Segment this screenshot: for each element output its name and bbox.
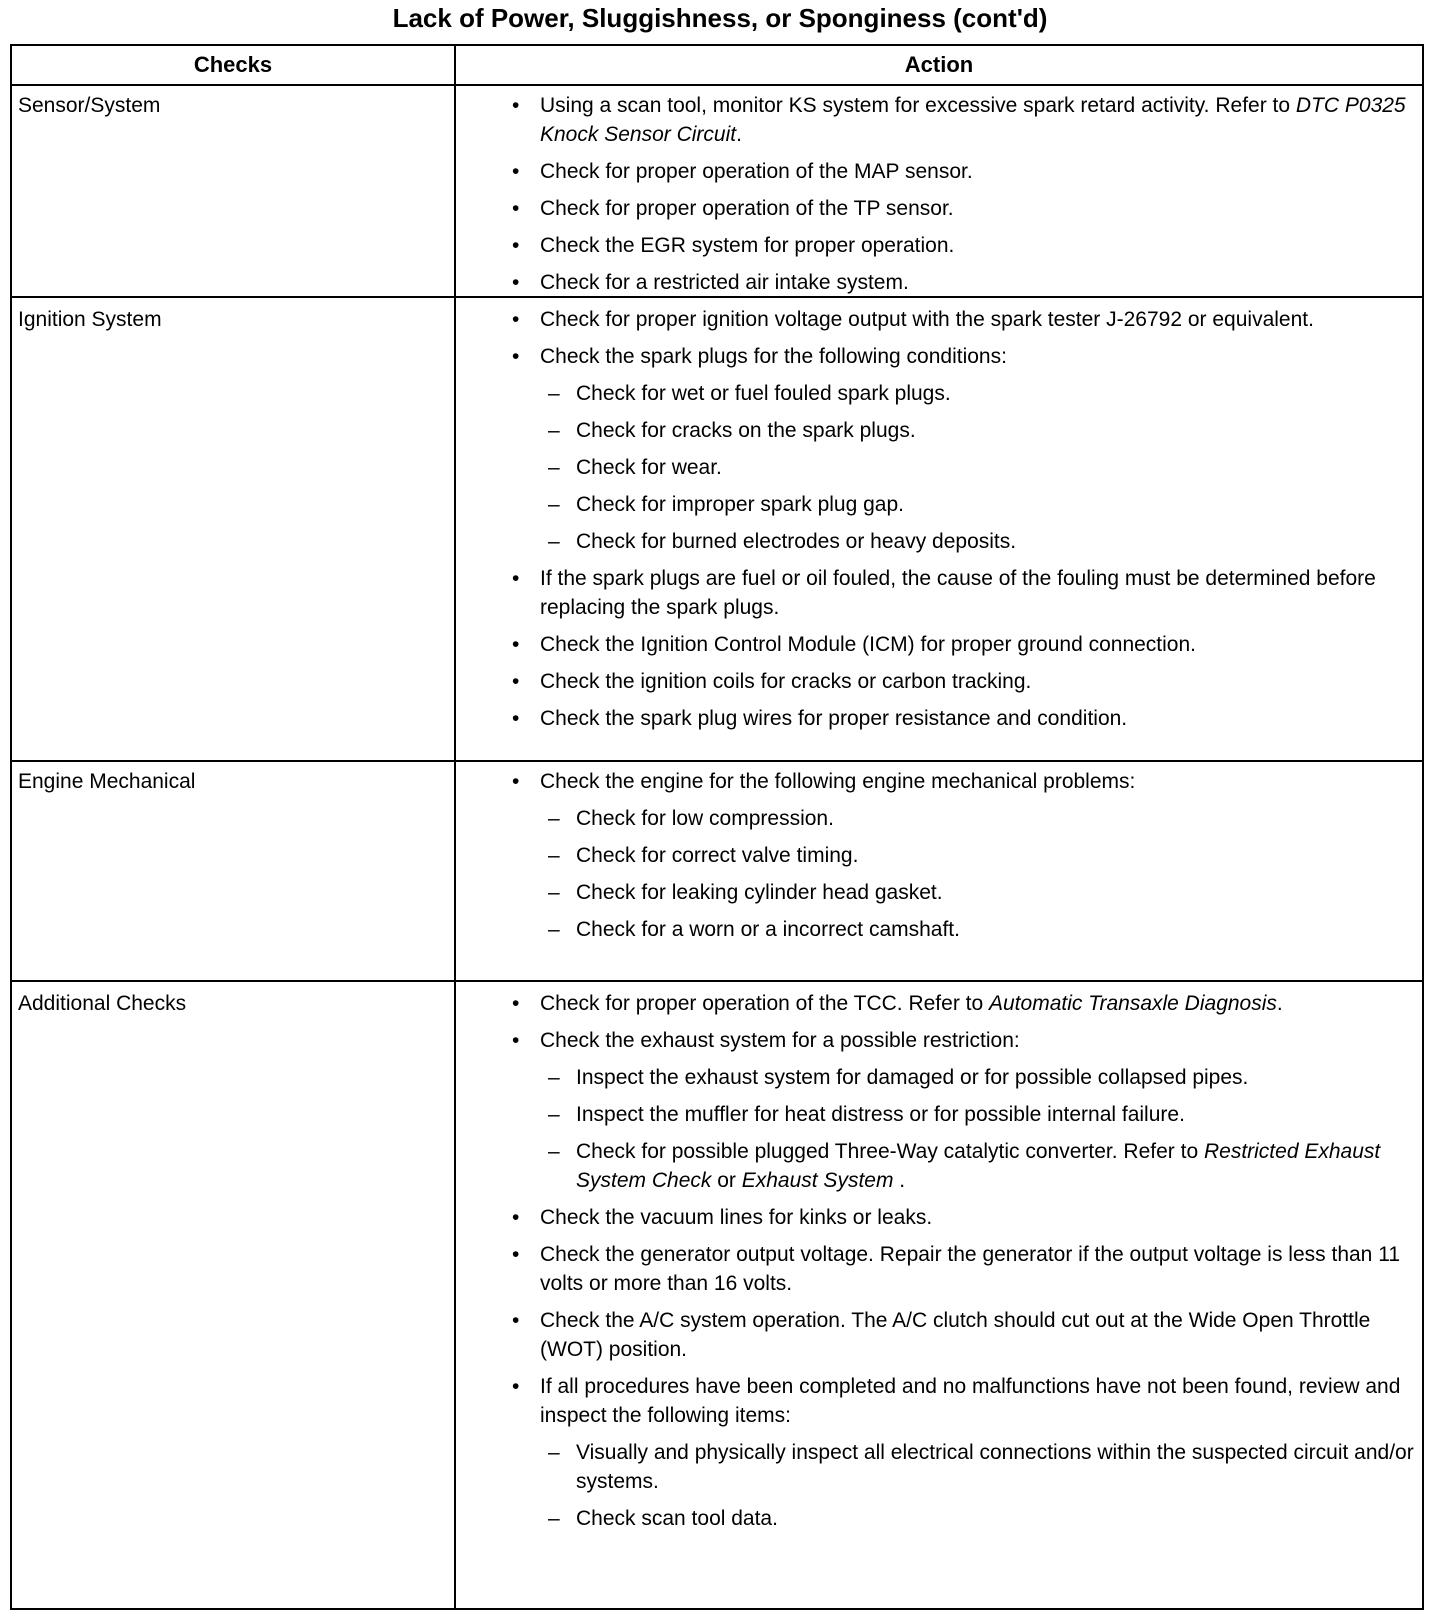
action-item: • Check the engine for the following engine mechanical problems: [500,767,1414,796]
check-label: Ignition System [18,308,162,331]
check-label: Additional Checks [18,992,187,1015]
action-list [500,305,1414,741]
column-divider [454,46,456,1608]
action-item: • Check the spark plug wires for proper resistance and condition. [500,704,1414,733]
action-subitem: – Check for possible plugged Three-Way catalytic converter. Refer to Restricted Exhaust System Check or Exhaust System . [500,1137,1414,1195]
action-subitem: – Check for a worn or a incorrect camshaft. [500,915,1414,944]
action-item: • Using a scan tool, monitor KS system for excessive spark retard activity. Refer to DTC P0325 Knock Sensor Circuit. [500,91,1414,149]
action-list [500,767,1414,952]
action-subitem: – Check for wear. [500,453,1414,482]
action-item: • If all procedures have been completed and no malfunctions have not been found, review and inspect the following items: [500,1372,1414,1430]
action-item: • Check the Ignition Control Module (ICM) for proper ground connection. [500,630,1414,659]
action-item: • Check the ignition coils for cracks or carbon tracking. [500,667,1414,696]
action-item: • Check for proper operation of the TP sensor. [500,194,1414,223]
row-divider [12,980,1422,982]
column-header-action: Action [904,52,974,77]
action-item: • Check the vacuum lines for kinks or leaks. [500,1203,1414,1232]
check-label: Sensor/System [18,94,161,117]
action-subitem: – Check for leaking cylinder head gasket. [500,878,1414,907]
action-subitem: – Check scan tool data. [500,1504,1414,1533]
check-label: Engine Mechanical [18,770,196,793]
reference-link-text: DTC P0325 Knock Sensor Circuit [540,94,1406,146]
action-list [500,91,1414,305]
action-subitem: – Check for burned electrodes or heavy deposits. [500,527,1414,556]
action-item: • If the spark plugs are fuel or oil fouled, the cause of the fouling must be determined before replacing the spark plugs. [500,564,1414,622]
action-subitem: – Check for wet or fuel fouled spark plugs. [500,379,1414,408]
action-item: • Check for proper operation of the MAP sensor. [500,157,1414,186]
action-subitem: – Check for correct valve timing. [500,841,1414,870]
row-divider [12,760,1422,762]
page-title: Lack of Power, Sluggishness, or Sponginess (cont'd) [392,3,1048,33]
action-item: • Check for proper operation of the TCC. Refer to Automatic Transaxle Diagnosis. [500,989,1414,1018]
row-divider [12,296,1422,298]
action-subitem: – Check for improper spark plug gap. [500,490,1414,519]
action-subitem: – Check for low compression. [500,804,1414,833]
action-item: • Check the A/C system operation. The A/C clutch should cut out at the Wide Open Throttle (WOT) position. [500,1306,1414,1364]
action-subitem: – Inspect the muffler for heat distress or for possible internal failure. [500,1100,1414,1129]
action-item: • Check the EGR system for proper operation. [500,231,1414,260]
column-header-checks: Checks [193,52,273,77]
action-item: • Check the spark plugs for the following conditions: [500,342,1414,371]
action-subitem: – Inspect the exhaust system for damaged or for possible collapsed pipes. [500,1063,1414,1092]
action-subitem: – Check for cracks on the spark plugs. [500,416,1414,445]
diagnostic-table [10,44,1424,1610]
reference-link-text: Restricted Exhaust System Check [576,1140,1381,1192]
reference-link-text: Exhaust System [741,1169,894,1192]
action-subitem: – Visually and physically inspect all electrical connections within the suspected circuit and/or systems. [500,1438,1414,1496]
action-item: • Check for proper ignition voltage output with the spark tester J-26792 or equivalent. [500,305,1414,334]
header-divider [12,84,1422,86]
reference-link-text: Automatic Transaxle Diagnosis [989,992,1277,1015]
action-item: • Check for a restricted air intake system. [500,268,1414,297]
action-item: • Check the generator output voltage. Repair the generator if the output voltage is less than 11 volts or more than 16 volts. [500,1240,1414,1298]
action-list [500,989,1414,1541]
action-item: • Check the exhaust system for a possible restriction: [500,1026,1414,1055]
